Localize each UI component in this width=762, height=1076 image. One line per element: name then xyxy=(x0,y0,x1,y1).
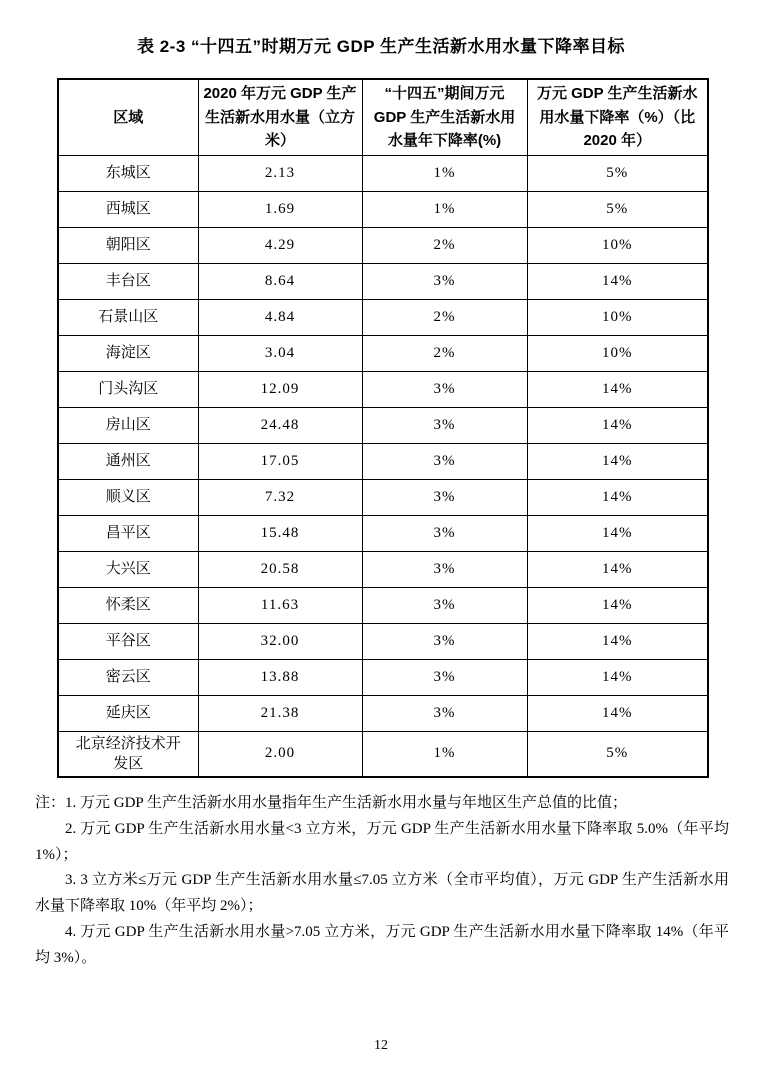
annual-decline-cell: 3% xyxy=(362,587,527,623)
region-cell: 通州区 xyxy=(58,443,198,479)
usage-2020-cell: 20.58 xyxy=(198,551,362,587)
table-row xyxy=(58,695,708,731)
page-number: 12 xyxy=(374,1038,388,1053)
total-decline-cell: 14% xyxy=(527,695,708,731)
total-decline-cell: 5% xyxy=(527,155,708,191)
total-decline-cell: 14% xyxy=(527,443,708,479)
table-row xyxy=(58,371,708,407)
column-header-region: 区域 xyxy=(58,79,198,155)
usage-2020-cell: 3.04 xyxy=(198,335,362,371)
region-cell: 海淀区 xyxy=(58,335,198,371)
total-decline-cell: 5% xyxy=(527,731,708,777)
usage-2020-cell: 2.13 xyxy=(198,155,362,191)
column-header-total-rate: 万元 GDP 生产生活新水用水量下降率（%）（比 2020 年） xyxy=(527,79,708,155)
annual-decline-cell: 3% xyxy=(362,371,527,407)
table-row xyxy=(58,587,708,623)
total-decline-cell: 10% xyxy=(527,299,708,335)
footnote-2: 2. 万元 GDP 生产生活新水用水量<3 立方米，万元 GDP 生产生活新水用水量下降率取 5.0%（年平均 1%）； xyxy=(35,820,729,863)
annual-decline-cell: 1% xyxy=(362,191,527,227)
table-row xyxy=(58,227,708,263)
total-decline-cell: 14% xyxy=(527,515,708,551)
total-decline-cell: 14% xyxy=(527,587,708,623)
region-cell: 房山区 xyxy=(58,407,198,443)
table-row xyxy=(58,515,708,551)
total-decline-cell: 10% xyxy=(527,335,708,371)
region-cell: 平谷区 xyxy=(58,623,198,659)
table-title: 表 2-3 “十四五”时期万元 GDP 生产生活新水用水量下降率目标 xyxy=(137,37,625,56)
annual-decline-cell: 3% xyxy=(362,443,527,479)
table-row xyxy=(58,551,708,587)
total-decline-cell: 14% xyxy=(527,371,708,407)
table-header-row xyxy=(58,79,708,155)
region-cell: 东城区 xyxy=(58,155,198,191)
usage-2020-cell: 1.69 xyxy=(198,191,362,227)
total-decline-cell: 14% xyxy=(527,263,708,299)
region-cell: 密云区 xyxy=(58,659,198,695)
footnotes xyxy=(35,791,729,972)
annual-decline-cell: 3% xyxy=(362,407,527,443)
annual-decline-cell: 3% xyxy=(362,695,527,731)
table-row xyxy=(58,731,708,777)
table-row xyxy=(58,623,708,659)
table-row xyxy=(58,659,708,695)
region-cell: 延庆区 xyxy=(58,695,198,731)
usage-2020-cell: 32.00 xyxy=(198,623,362,659)
region-cell: 顺义区 xyxy=(58,479,198,515)
annual-decline-cell: 3% xyxy=(362,515,527,551)
usage-2020-cell: 12.09 xyxy=(198,371,362,407)
usage-2020-cell: 24.48 xyxy=(198,407,362,443)
usage-2020-cell: 2.00 xyxy=(198,731,362,777)
annual-decline-cell: 2% xyxy=(362,335,527,371)
column-header-2020-usage: 2020 年万元 GDP 生产生活新水用水量（立方米） xyxy=(198,79,362,155)
annual-decline-cell: 3% xyxy=(362,263,527,299)
region-cell: 北京经济技术开发区 xyxy=(58,731,198,777)
footnote-1: 注：1. 万元 GDP 生产生活新水用水量指年生产生活新水用水量与年地区生产总值的比值； xyxy=(35,795,627,812)
total-decline-cell: 14% xyxy=(527,407,708,443)
footnote-3: 3. 3 立方米≤万元 GDP 生产生活新水用水量≤7.05 立方米（全市平均值），万元 GDP 生产生活新水用水量下降率取 10%（年平均 2%）； xyxy=(35,872,729,915)
region-cell: 丰台区 xyxy=(58,263,198,299)
region-cell: 门头沟区 xyxy=(58,371,198,407)
table-row xyxy=(58,479,708,515)
annual-decline-cell: 2% xyxy=(362,227,527,263)
region-cell: 朝阳区 xyxy=(58,227,198,263)
usage-2020-cell: 15.48 xyxy=(198,515,362,551)
total-decline-cell: 14% xyxy=(527,659,708,695)
table-row xyxy=(58,299,708,335)
usage-2020-cell: 4.29 xyxy=(198,227,362,263)
total-decline-cell: 14% xyxy=(527,479,708,515)
annual-decline-cell: 3% xyxy=(362,479,527,515)
annual-decline-cell: 1% xyxy=(362,155,527,191)
total-decline-cell: 14% xyxy=(527,623,708,659)
usage-2020-cell: 7.32 xyxy=(198,479,362,515)
usage-2020-cell: 21.38 xyxy=(198,695,362,731)
table-row xyxy=(58,263,708,299)
table-row xyxy=(58,443,708,479)
region-cell: 大兴区 xyxy=(58,551,198,587)
footnote-4: 4. 万元 GDP 生产生活新水用水量>7.05 立方米，万元 GDP 生产生活新水用水量下降率取 14%（年平均 3%）。 xyxy=(35,924,729,966)
usage-2020-cell: 8.64 xyxy=(198,263,362,299)
table-row xyxy=(58,335,708,371)
annual-decline-cell: 2% xyxy=(362,299,527,335)
table-row xyxy=(58,155,708,191)
total-decline-cell: 5% xyxy=(527,191,708,227)
usage-2020-cell: 17.05 xyxy=(198,443,362,479)
table-row xyxy=(58,191,708,227)
usage-2020-cell: 11.63 xyxy=(198,587,362,623)
region-cell: 怀柔区 xyxy=(58,587,198,623)
total-decline-cell: 10% xyxy=(527,227,708,263)
annual-decline-cell: 3% xyxy=(362,551,527,587)
total-decline-cell: 14% xyxy=(527,551,708,587)
table-row xyxy=(58,407,708,443)
water-use-table xyxy=(57,78,709,778)
region-cell: 石景山区 xyxy=(58,299,198,335)
region-cell: 昌平区 xyxy=(58,515,198,551)
usage-2020-cell: 13.88 xyxy=(198,659,362,695)
region-cell: 西城区 xyxy=(58,191,198,227)
annual-decline-cell: 3% xyxy=(362,659,527,695)
table-body xyxy=(58,155,708,777)
column-header-annual-rate: “十四五”期间万元 GDP 生产生活新水用水量年下降率(%) xyxy=(362,79,527,155)
usage-2020-cell: 4.84 xyxy=(198,299,362,335)
annual-decline-cell: 1% xyxy=(362,731,527,777)
annual-decline-cell: 3% xyxy=(362,623,527,659)
